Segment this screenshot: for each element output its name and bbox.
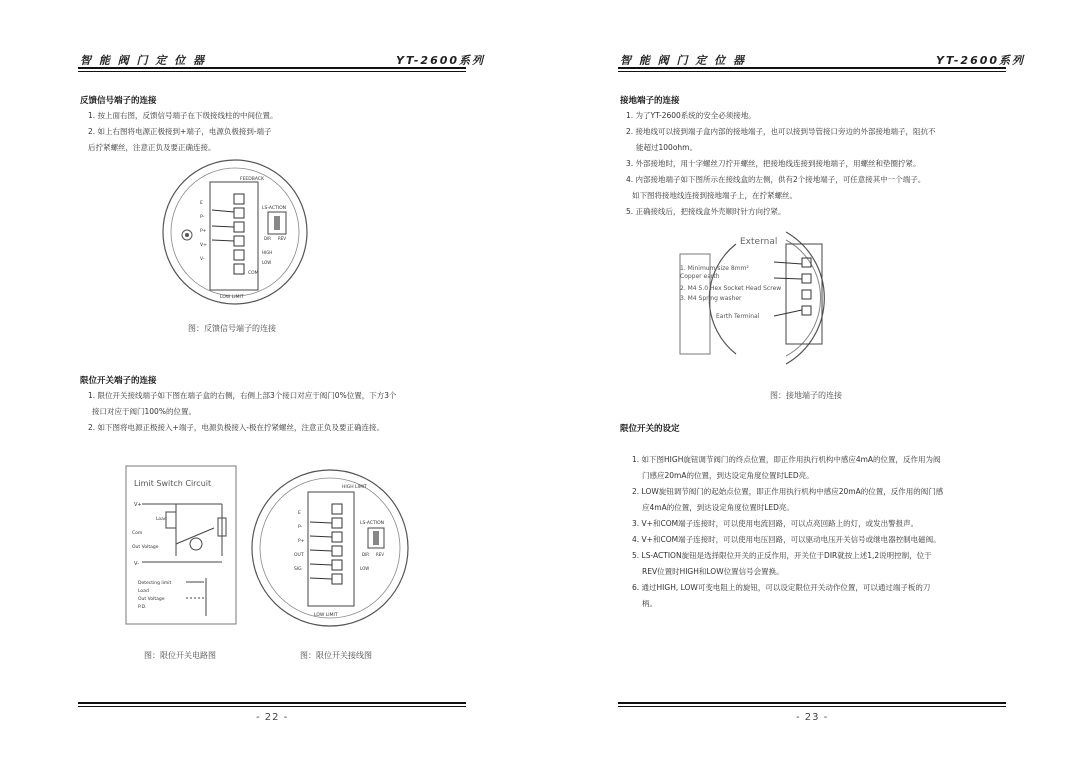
text-line: 2. 接地线可以接到端子盒内部的接地端子，也可以接到导管接口旁边的外部接地端子，阻抗不	[626, 127, 936, 136]
diagram-label: LOW LIMIT	[220, 295, 244, 300]
text-line: 5. 正确接线后，把接线盒外壳顺时针方向拧紧。	[626, 207, 786, 216]
diagram-label: V-	[200, 257, 205, 262]
diagram-label: LS-ACTION	[262, 206, 287, 211]
diagram-label: DIR	[264, 236, 272, 241]
header-rule	[618, 67, 1006, 69]
housing-outer	[252, 470, 408, 626]
text-line: 1. 如下图HIGH旋钮调节阀门的终点位置，即正作用执行机构中感应4mA的位置，反作用为阀	[632, 455, 941, 464]
terminal-screw	[234, 208, 244, 218]
text-line: 1. 限位开关接线端子如下图在端子盒的右侧，右侧上部3个接口对应于阀门0%位置，下方3个	[88, 391, 397, 400]
diagram-label: P+	[298, 539, 305, 544]
limit-switch-wiring-diagram	[250, 466, 410, 628]
wire	[176, 528, 214, 544]
text-line: 2. 如下图将电源正极接入+端子，电源负极接入-极在拧紧螺丝，注意正负及要正确连接。	[88, 423, 385, 432]
text-line: 4. V+和COM端子连接时，可以使用电压回路，可以驱动电压开关信号或继电器控制电磁阀。	[632, 535, 941, 544]
wire	[310, 550, 332, 551]
ground-label: 1. Minimum size 8mm²	[680, 265, 749, 272]
terminal-screw	[234, 222, 244, 232]
wire	[310, 564, 332, 565]
housing-arc	[786, 240, 821, 356]
limit-switch-circuit-diagram	[126, 466, 236, 624]
header-rule	[78, 67, 466, 69]
ground-terminal-diagram	[676, 224, 876, 364]
ground-label: 2. M4 5.0 Hex Socket Head Screw	[680, 285, 782, 292]
wire	[310, 536, 332, 537]
circuit-label: V+	[134, 502, 142, 508]
diagram-label: E	[298, 511, 301, 516]
section-title-limit-switch: 限位开关端子的连接	[80, 376, 157, 386]
terminal-screw	[332, 574, 342, 584]
text-line: 如下图将接地线连接到接地端子上，在拧紧螺丝。	[632, 191, 797, 200]
ground-label: 3. M4 Spring washer	[680, 295, 742, 302]
diagram-label: LOW	[360, 566, 370, 571]
section-title-limit-setting: 限位开关的设定	[620, 424, 680, 434]
footer-rule	[618, 702, 1006, 704]
text-line: 5. LS-ACTION旋钮是选择限位开关的正反作用，开关位于DIR就按上述1,2说明控制，位于	[632, 551, 932, 560]
header-rule-thin	[78, 71, 466, 72]
diagram-label: REV	[278, 236, 287, 241]
diagram-label: E	[200, 201, 203, 206]
terminal-screw	[332, 546, 342, 556]
diagram-label: P-	[298, 525, 303, 530]
screw-hole	[185, 233, 189, 237]
transistor	[190, 538, 202, 550]
text-line: 3. 外部接地时，用十字螺丝刀拧开螺丝，把接地线连接到接地端子，用螺丝和垫圈拧紧。	[626, 159, 921, 168]
circuit-label: Detecting limit	[138, 581, 172, 586]
right-page	[540, 0, 1080, 763]
terminal-block	[308, 492, 354, 606]
circuit-label: V-	[134, 561, 139, 567]
leader-line	[774, 262, 802, 264]
circuit-label: Load	[156, 517, 167, 522]
text-line: 门感应20mA的位置，到达设定角度位置时LED亮。	[642, 471, 814, 480]
terminal-screw	[234, 264, 244, 274]
header-series: YT-2600系列	[936, 54, 1026, 67]
circuit-label: Com	[132, 531, 143, 536]
terminal-screw	[332, 560, 342, 570]
diagram-label: OUT	[294, 553, 304, 558]
circuit-label: P.D.	[138, 605, 147, 610]
feedback-terminal-diagram	[150, 160, 320, 310]
ground-label: External	[740, 237, 778, 247]
text-line: 1. 为了YT-2600系统的安全必须接地。	[626, 111, 756, 120]
page-number: - 23 -	[796, 712, 829, 723]
text-line: 2. 如上右图将电源正极接到+端子，电源负极接到-端子	[88, 127, 272, 136]
circuit-label: Out Voltage	[138, 597, 165, 602]
header-series: YT-2600系列	[396, 54, 486, 67]
diagram-label: LOW LIMIT	[314, 613, 338, 618]
leader-line	[774, 278, 802, 279]
circuit-label: Load	[138, 589, 149, 594]
figure-caption: 图：接地端子的连接	[770, 391, 842, 400]
diagram-label: REV	[376, 552, 385, 557]
diagram-label: COM	[248, 271, 259, 276]
wire	[212, 240, 234, 241]
figure-caption: 图：限位开关接线图	[300, 651, 372, 660]
terminal-block	[786, 244, 822, 344]
diagram-label: FEEDBACK	[240, 177, 264, 182]
diagram-label: HIGH LIMIT	[342, 485, 367, 490]
ground-label: Copper earth	[680, 273, 720, 280]
terminal-screw	[332, 504, 342, 514]
text-line: 6. 通过HIGH, LOW可变电阻上的旋钮，可以设定限位开关动作位置，可以通过端子板的刀	[632, 583, 931, 592]
circuit-label: Out Voltage	[132, 545, 159, 550]
header-title: 智 能 阀 门 定 位 器	[80, 54, 206, 67]
footer-rule	[78, 702, 466, 704]
diagram-label: DIR	[362, 552, 370, 557]
wire	[212, 226, 234, 227]
terminal-screw	[802, 290, 811, 299]
wire	[310, 522, 332, 523]
text-line: 2. LOW旋钮调节阀门的起始点位置，即正作用执行机构中感应20mA的位置，反作用的阀门感	[632, 487, 944, 496]
leader-line	[774, 310, 802, 316]
footer-rule-thin	[78, 706, 466, 707]
diagram-label: HIGH	[262, 250, 273, 255]
terminal-screw	[234, 194, 244, 204]
diagram-label: LOW	[262, 260, 272, 265]
section-title-ground: 接地端子的连接	[620, 96, 680, 106]
text-line: 应4mA的位置，到达设定角度位置时LED亮。	[642, 503, 794, 512]
text-line: 4. 内部接地端子如下图所示在接线盒的左侧，供有2个接地端子，可任意接其中一个端子。	[626, 175, 926, 184]
diagram-label: P+	[200, 229, 207, 234]
diagram-label: V+	[200, 243, 207, 248]
diagram-label: SIG	[294, 567, 302, 572]
figure-caption: 图：限位开关电路图	[144, 651, 216, 660]
text-line: REV位置时HIGH和LOW位置信号会置换。	[642, 567, 784, 576]
terminal-screw	[802, 306, 811, 315]
text-line: 能超过100ohm。	[636, 143, 697, 152]
text-line: 接口对应于阀门100%的位置。	[92, 407, 196, 416]
header-rule-thin	[618, 71, 1006, 72]
diagram-label: LS-ACTION	[360, 521, 385, 526]
switch-knob	[373, 531, 379, 545]
terminal-screw	[234, 250, 244, 260]
text-line: 后拧紧螺丝，注意正负及要正确连接。	[88, 143, 216, 152]
terminal-screw	[234, 236, 244, 246]
terminal-screw	[332, 518, 342, 528]
text-line: 柄。	[642, 599, 657, 608]
text-line: 3. V+和COM端子连接时，可以使用电流回路，可以点亮回路上的灯，或发出警报声。	[632, 519, 919, 528]
ground-label: Earth Terminal	[716, 313, 760, 320]
terminal-screw	[332, 532, 342, 542]
text-line: 1. 按上面右图，反馈信号端子在下级接线柱的中间位置。	[88, 111, 278, 120]
header-title: 智 能 阀 门 定 位 器	[620, 54, 746, 67]
wire	[212, 210, 234, 212]
section-title-feedback: 反馈信号端子的连接	[80, 96, 157, 106]
wire	[310, 578, 332, 579]
figure-caption: 图：反馈信号端子的连接	[188, 324, 276, 333]
switch-knob	[274, 216, 280, 230]
terminal-screw	[802, 274, 811, 283]
circuit-title: Limit Switch Circuit	[134, 479, 212, 488]
page-number: - 22 -	[256, 712, 289, 723]
load-box	[166, 512, 176, 528]
diagram-label: P-	[200, 215, 205, 220]
footer-rule-thin	[618, 706, 1006, 707]
